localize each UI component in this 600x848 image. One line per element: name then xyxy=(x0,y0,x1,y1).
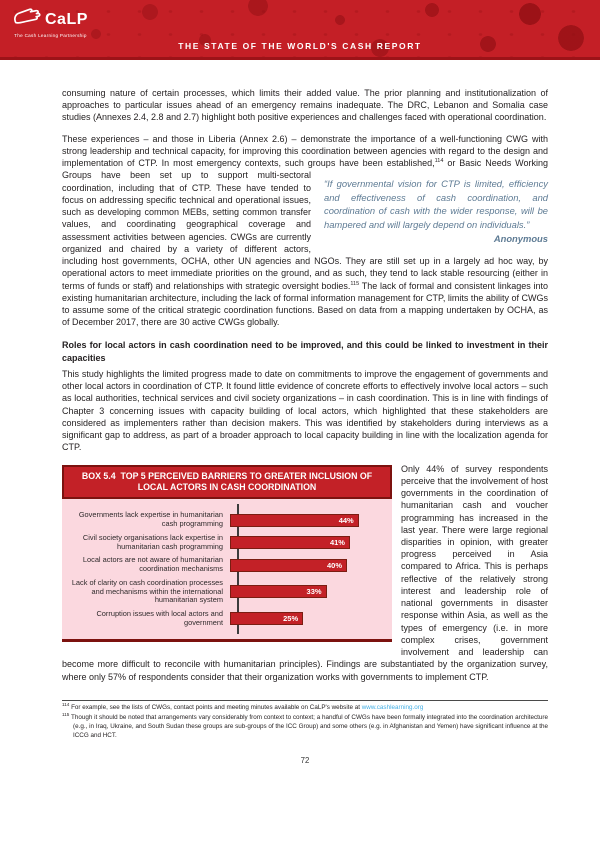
bar-value-label: 33% xyxy=(306,587,322,597)
body-text: or xyxy=(443,158,460,169)
bar-track xyxy=(230,585,384,598)
bar-row xyxy=(62,556,384,573)
footnote-number: 114 xyxy=(62,701,70,707)
bar-track xyxy=(230,514,384,527)
chart-title xyxy=(62,465,392,500)
pull-quote-attribution: Anonymous xyxy=(493,232,548,244)
footnote-text: Though it should be noted that arrangements vary considerably from context to context; a handful of CWGs have been formally integrated into the coordination architecture (e.g., in Iraq, Ukraine, and South Sudan these groups are sub-groups of the ICC Group) and some others (e.g. in Afghanistan and Yemen) have significant influence at the ICCG and HCT. xyxy=(71,713,548,739)
box-5-4-chart xyxy=(62,465,392,643)
bar xyxy=(230,585,327,598)
pull-quote xyxy=(324,177,548,245)
page-header xyxy=(0,0,600,60)
bar-track xyxy=(230,559,384,572)
footnotes-section xyxy=(62,700,548,741)
bar-chart-plot xyxy=(62,499,392,642)
footnote-text: For example, see the lists of CWGs, contact points and meeting minutes available on CaLP's website at xyxy=(71,703,362,711)
page-content xyxy=(0,60,600,765)
paragraph-coordination xyxy=(62,87,548,124)
bar-track xyxy=(230,536,384,549)
body-text: consuming nature of certain processes, which limits their added value. The prior planning and institutionalization of approaches to particular issues ahead of an emergency remains inadequate. The DRC, Lebanon and Somalia case studies (Annexes 2.4, 2.8 and 2.7) highlight both positive experiences and challenges faced with operational coordination. xyxy=(62,88,548,123)
section-heading-local-actors: Roles for local actors in cash coordination need to be improved, and this could be linked to investment in their capacities xyxy=(62,340,548,363)
body-text: Basic Needs Working Groups have been set up to support multi-sectoral coordination, including that of CTP. These have tended to focus on addressing specific technical and operational issues, such as developing common MEBs, setting common transfer values, and coordinating geographical coverage and assessment activities between agencies. CWGs are currently organized and chaired by a variety of different actors, including host governments, OCHA, other UN agencies and NGOs. They are still set up in a largely ad hoc way, by operational actors to meet immediate priorities on the ground, and as such, they tend to lack stable resourcing (either in terms of funds or staff) and relationships with strategic oversight bodies. xyxy=(62,158,548,291)
paragraph-local-actors: This study highlights the limited progress made to date on commitments to improve the engagement of governments and other local actors in coordination of CTP. It found little evidence of concrete efforts to effectively involve local actors – such as local authorities, technical services and civil society organizations – in cash coordination. This is in line with findings of Chapter 3 concerning issues with capacity building of local actors, which highlighted that these stakeholders are considered as implementers rather than decision makers. This was identified by stakeholders during interviews as a significant gap to address, as part of a broader approach to local capacity building in line with the localization agenda for CTP. xyxy=(62,368,548,453)
footnote-number: 115 xyxy=(62,711,70,717)
body-text: The lack of formal and consistent linkages into existing humanitarian architecture, including the lack of formal information management for CTP, limits the ability of CWGs to assume some of the critical strategic coordination functions. Based on data from a mapping undertaken by OCHA, as of December 2017, there are 30 active CWGs globally. xyxy=(62,280,549,328)
calp-hand-logo-icon xyxy=(13,7,41,32)
report-title: THE STATE OF THE WORLD'S CASH REPORT xyxy=(178,41,422,51)
bar-category-label: Corruption issues with local actors and government xyxy=(96,609,223,627)
bar-row xyxy=(62,511,384,528)
logo-tagline: The Cash Learning Partnership xyxy=(14,33,87,38)
footnote-ref-115: 115 xyxy=(350,280,360,287)
page-number: 72 xyxy=(300,755,310,765)
box-title: TOP 5 PERCEIVED BARRIERS TO GREATER INCLUSION OF LOCAL ACTORS IN CASH COORDINATION xyxy=(120,470,373,492)
cashlearning-link[interactable]: www.cashlearning.org xyxy=(361,703,424,711)
pull-quote-text: “If governmental vision for CTP is limited, efficiency and effectiveness of cash coordination, and coordination of cash with the wider response, will be hampered and will largely depend on individuals.” xyxy=(324,178,548,230)
footnote-115 xyxy=(62,711,548,741)
bar xyxy=(230,559,347,572)
bar-category-label: Civil society organisations lack expertise in humanitarian cash programming xyxy=(82,532,223,551)
bar-category-label: Governments lack expertise in humanitarian cash programming xyxy=(78,510,223,529)
bar xyxy=(230,536,350,549)
paragraph-survey-results: Only 44% of survey respondents perceive that the involvement of host governments in the coordination of humanitarian cash and voucher programming has increased in the last year. There were large regional disparities in opinion, with greater progress perceived in Asia compared to Africa. This is perhaps reflective of the relatively strong interest and leadership role of national governments in disaster response within Asia, as well as the types of emergency (i.e. in more complex crises, government involvement and leadership can become more difficult to reconcile with humanitarian principles). Findings are substantiated by the organization survey, where only 57% of respondents consider that their organization works with governments to implement CTP. xyxy=(62,463,548,682)
paragraph-cwg-experiences xyxy=(62,133,548,329)
bar xyxy=(230,612,303,625)
bar-value-label: 40% xyxy=(327,560,343,570)
box-label: BOX 5.4 xyxy=(81,470,116,481)
bar-track xyxy=(230,612,384,625)
logo-wordmark: CaLP xyxy=(45,10,88,28)
bar-category-label: Local actors are not aware of humanitarian coordination mechanisms xyxy=(82,555,223,574)
bar-value-label: 25% xyxy=(283,614,299,624)
bar-row xyxy=(62,610,384,627)
footnote-ref-114: 114 xyxy=(434,158,444,165)
body-text: These experiences – and those in Liberia (Annex 2.6) – demonstrate the importance of a well-functioning CWG with strong leadership and technical capacity, for improving this coordination between agencies with regard to the design and implementation of CTP. In most emergency contexts, such groups have been established, xyxy=(62,133,548,169)
bar-value-label: 44% xyxy=(338,515,354,525)
bar xyxy=(230,514,359,527)
bar-row xyxy=(62,579,384,605)
bar-value-label: 41% xyxy=(329,538,345,548)
calp-logo xyxy=(13,7,88,38)
bar-category-label: Lack of clarity on cash coordination processes and mechanisms within the international humanitarian system xyxy=(71,577,223,605)
chart-and-text-section xyxy=(62,463,548,692)
bar-row xyxy=(62,534,384,551)
footnote-114 xyxy=(62,701,548,713)
